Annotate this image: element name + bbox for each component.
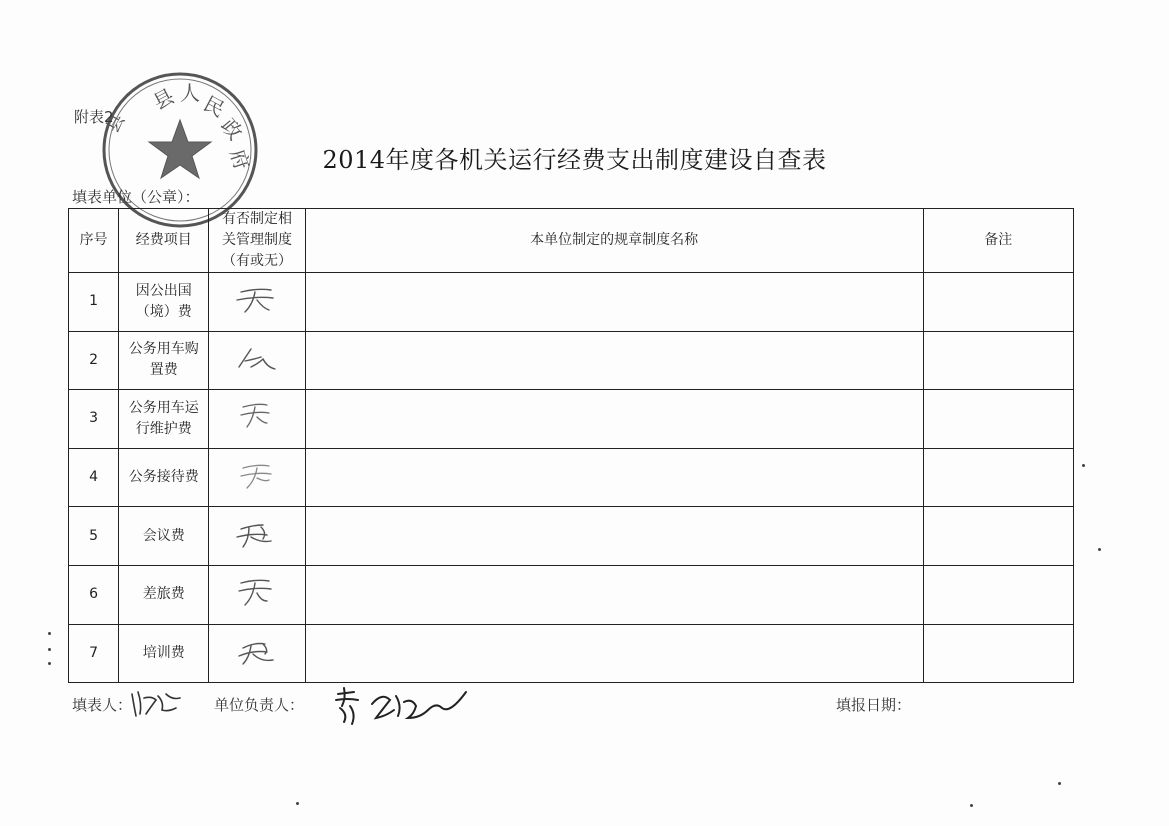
- svg-text:府: 府: [225, 146, 255, 173]
- cell-system-name[interactable]: [305, 507, 923, 566]
- svg-text:民: 民: [199, 91, 229, 122]
- handwritten-no-mark: [227, 571, 287, 611]
- scan-speck: [1082, 464, 1085, 467]
- cell-item-line1: 公务用车运: [128, 399, 199, 416]
- cell-item: [119, 507, 209, 566]
- attachment-label: 附表2: [74, 108, 114, 126]
- filler-label: 填表人：: [72, 696, 133, 714]
- cell-seq: 2: [69, 331, 119, 390]
- cell-item-line2: （境）费: [135, 303, 192, 320]
- cell-item: [119, 565, 209, 624]
- cell-has-system[interactable]: [209, 273, 305, 332]
- cell-item-line2: 行维护费: [135, 420, 192, 437]
- cell-system-name[interactable]: [305, 390, 923, 449]
- svg-text:县: 县: [102, 110, 130, 137]
- scan-speck: [296, 802, 299, 805]
- handwritten-no-mark: [227, 454, 287, 494]
- cell-has-system[interactable]: [209, 390, 305, 449]
- svg-text:县: 县: [149, 83, 179, 115]
- table-row: [69, 448, 1074, 507]
- cell-has-system[interactable]: [209, 624, 305, 683]
- handwritten-no-mark: [227, 337, 287, 377]
- table-row: [69, 390, 1074, 449]
- cell-seq: 5: [69, 507, 119, 566]
- cell-remark[interactable]: [923, 390, 1073, 449]
- cell-item-line1: 公务用车购: [128, 341, 199, 358]
- cell-seq: 1: [69, 273, 119, 332]
- handwritten-no-mark: [227, 513, 287, 553]
- table-row: [69, 507, 1074, 566]
- cell-item-line1: 培训费: [142, 644, 185, 661]
- header-has-system-line3: （有或无）: [222, 253, 293, 269]
- cell-system-name[interactable]: [305, 624, 923, 683]
- table-row: [69, 331, 1074, 390]
- header-has-system-line2: 关管理制度: [222, 232, 293, 248]
- header-system-name: 本单位制定的规章制度名称: [305, 209, 923, 273]
- cell-remark[interactable]: [923, 448, 1073, 507]
- handwritten-no-mark: [227, 278, 287, 318]
- header-has-system-line1: 有否制定相: [222, 211, 293, 227]
- cell-system-name[interactable]: [305, 273, 923, 332]
- cell-has-system[interactable]: [209, 331, 305, 390]
- document-title: [0, 140, 1169, 175]
- cell-remark[interactable]: [923, 624, 1073, 683]
- scan-speck: [970, 804, 973, 807]
- scan-speck: [48, 632, 51, 635]
- cell-system-name[interactable]: [305, 565, 923, 624]
- cell-item: [119, 331, 209, 390]
- cell-item-line2: 置费: [149, 362, 178, 379]
- scan-speck: [48, 662, 51, 665]
- cell-system-name[interactable]: [305, 448, 923, 507]
- table-header-row: [69, 209, 1074, 273]
- table-row: [69, 624, 1074, 683]
- self-check-table: [68, 208, 1074, 683]
- cell-system-name[interactable]: [305, 331, 923, 390]
- cell-has-system[interactable]: [209, 565, 305, 624]
- header-item: 经费项目: [119, 209, 209, 273]
- leader-label: 单位负责人：: [214, 696, 305, 714]
- handwritten-no-mark: [227, 630, 287, 670]
- cell-remark[interactable]: [923, 273, 1073, 332]
- header-has-system: [209, 209, 305, 273]
- filler-signature: [128, 686, 188, 724]
- svg-text:政: 政: [216, 113, 248, 145]
- cell-remark[interactable]: [923, 507, 1073, 566]
- cell-item-line1: 公务接待费: [128, 469, 199, 486]
- cell-seq: 4: [69, 448, 119, 507]
- fill-unit-label: 填表单位（公章）：: [72, 188, 200, 206]
- cell-remark[interactable]: [923, 331, 1073, 390]
- cell-item: [119, 390, 209, 449]
- document-title-text: 2014年度各机关运行经费支出制度建设自查表: [322, 146, 827, 174]
- handwritten-no-mark: [227, 395, 287, 435]
- cell-item: [119, 448, 209, 507]
- cell-item: [119, 624, 209, 683]
- table-row: [69, 565, 1074, 624]
- cell-item: [119, 273, 209, 332]
- svg-text:人: 人: [180, 81, 200, 105]
- cell-has-system[interactable]: [209, 448, 305, 507]
- scan-speck: [1098, 548, 1101, 551]
- table-row: [69, 273, 1074, 332]
- cell-item-line1: 因公出国: [135, 282, 192, 299]
- cell-has-system[interactable]: [209, 507, 305, 566]
- leader-signature: [332, 684, 472, 732]
- cell-seq: 3: [69, 390, 119, 449]
- cell-item-line1: 会议费: [142, 527, 185, 544]
- scan-speck: [1058, 782, 1061, 785]
- cell-remark[interactable]: [923, 565, 1073, 624]
- cell-item-line1: 差旅费: [142, 586, 185, 603]
- header-remark: 备注: [923, 209, 1073, 273]
- date-label: 填报日期：: [836, 696, 912, 714]
- scan-speck: [48, 648, 51, 651]
- header-seq: 序号: [69, 209, 119, 273]
- cell-seq: 6: [69, 565, 119, 624]
- cell-seq: 7: [69, 624, 119, 683]
